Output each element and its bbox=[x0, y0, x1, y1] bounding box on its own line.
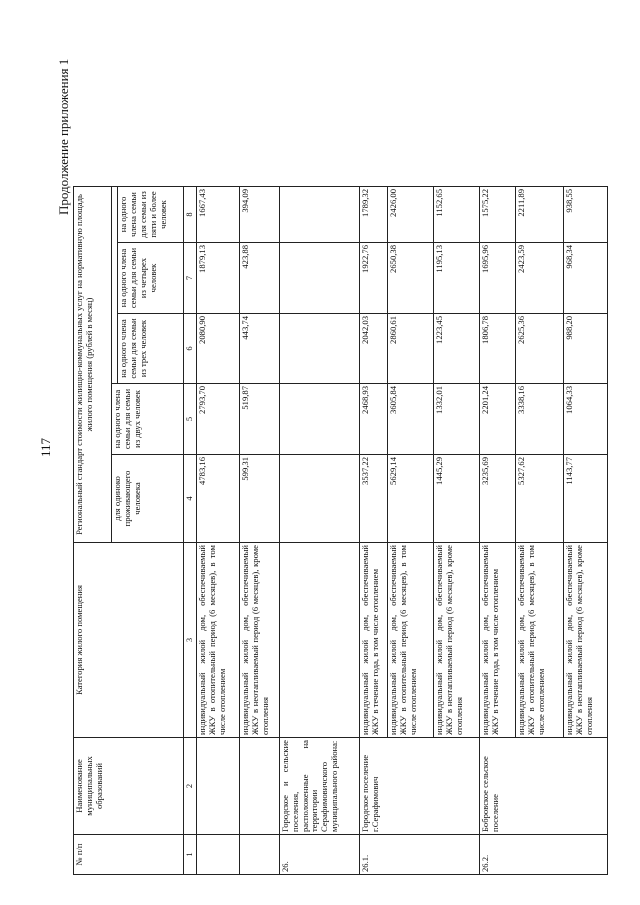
table-row bbox=[279, 187, 359, 875]
value-cell: 1789,32 bbox=[359, 187, 387, 243]
value-cell: 2650,38 bbox=[387, 243, 433, 314]
category-cell: индивидуальный жилой дом, обеспечиваемый ЖКУ в отопительный период (6 месяцев), в том числе отоплением bbox=[387, 543, 433, 738]
value-cell: 1667,43 bbox=[196, 187, 239, 243]
value-cell: 3235,69 bbox=[479, 455, 515, 543]
value-cell: 1695,96 bbox=[479, 243, 515, 314]
value-cell: 1064,33 bbox=[563, 384, 607, 455]
category-cell: индивидуальный жилой дом, обеспечиваемый ЖКУ в неотапливаемый период (6 месяцев), кроме отопления bbox=[563, 543, 607, 738]
col-number: 4 bbox=[184, 455, 197, 543]
category-cell: индивидуальный жилой дом, обеспечиваемый ЖКУ в течение года, в том числе отоплением bbox=[479, 543, 515, 738]
header-regional-standard: Региональный стандарт стоимости жилищно-коммунальных услуг на нормативную площадь жилого помещения (рублей в месяц) bbox=[74, 187, 112, 543]
value-cell: 968,34 bbox=[563, 243, 607, 314]
value-cell: 423,88 bbox=[239, 243, 279, 314]
value-cell: 2201,24 bbox=[479, 384, 515, 455]
value-cell: 1806,78 bbox=[479, 314, 515, 384]
value-cell: 1879,13 bbox=[196, 243, 239, 314]
header-family-2: на одного члена семьи для семьи из двух человек bbox=[112, 384, 184, 455]
appendix-title: Продолжение приложения 1 bbox=[56, 58, 71, 215]
col-number: 3 bbox=[184, 543, 197, 738]
header-family-3: на одного члена семьи для семьи из трех человек bbox=[118, 314, 184, 384]
value-cell: 938,55 bbox=[563, 187, 607, 243]
category-cell: индивидуальный жилой дом, обеспечиваемый ЖКУ в неотапливаемый период (6 месяцев), кроме отопления bbox=[433, 543, 479, 738]
table-row bbox=[479, 187, 515, 875]
value-cell: 2468,93 bbox=[359, 384, 387, 455]
value-cell: 5629,14 bbox=[387, 455, 433, 543]
page-number: 117 bbox=[38, 437, 53, 457]
value-cell: 2426,00 bbox=[387, 187, 433, 243]
municipality-name: Бобровское сельское поселение bbox=[479, 738, 607, 835]
value-cell: 3605,84 bbox=[387, 384, 433, 455]
category-cell: индивидуальный жилой дом, обеспечиваемый ЖКУ в течение года, в том числе отоплением bbox=[359, 543, 387, 738]
value-cell: 3537,22 bbox=[359, 455, 387, 543]
col-number: 5 bbox=[184, 384, 197, 455]
col-number: 7 bbox=[184, 243, 197, 314]
table-row bbox=[239, 187, 279, 875]
col-number: 1 bbox=[184, 835, 197, 875]
value-cell: 1223,45 bbox=[433, 314, 479, 384]
column-number-row bbox=[184, 187, 197, 875]
header-num: № п/п bbox=[74, 835, 184, 875]
header-family-5: на одного члена семьи для семьи из пяти и более человек bbox=[118, 187, 184, 243]
col-number: 2 bbox=[184, 738, 197, 835]
value-cell: 5327,62 bbox=[515, 455, 563, 543]
value-cell: 2042,03 bbox=[359, 314, 387, 384]
value-cell: 2793,70 bbox=[196, 384, 239, 455]
value-cell: 2625,36 bbox=[515, 314, 563, 384]
value-cell: 1152,65 bbox=[433, 187, 479, 243]
category-cell: индивидуальный жилой дом, обеспечиваемый ЖКУ в отопительный период (6 месяцев), в том числе отоплением bbox=[515, 543, 563, 738]
value-cell: 2080,90 bbox=[196, 314, 239, 384]
header-category: Категория жилого помещения bbox=[74, 543, 184, 738]
value-cell: 519,87 bbox=[239, 384, 279, 455]
value-cell: 599,31 bbox=[239, 455, 279, 543]
standards-table bbox=[73, 186, 608, 875]
municipality-name: Городское и сельские поселения, расположенные на территории Серафимовичского муниципального района: bbox=[279, 738, 359, 835]
value-cell: 4783,16 bbox=[196, 455, 239, 543]
value-cell: 1445,29 bbox=[433, 455, 479, 543]
value-cell: 3338,16 bbox=[515, 384, 563, 455]
col-number: 8 bbox=[184, 187, 197, 243]
table-row bbox=[196, 187, 239, 875]
header-family-4: на одного члена семьи для семьи из четырех человек bbox=[118, 243, 184, 314]
value-cell: 2211,89 bbox=[515, 187, 563, 243]
value-cell: 2860,61 bbox=[387, 314, 433, 384]
value-cell: 1332,01 bbox=[433, 384, 479, 455]
value-cell: 394,09 bbox=[239, 187, 279, 243]
value-cell: 2423,59 bbox=[515, 243, 563, 314]
col-number: 6 bbox=[184, 314, 197, 384]
table-row bbox=[359, 187, 387, 875]
row-number: 26.1. bbox=[359, 835, 479, 875]
value-cell: 1922,76 bbox=[359, 243, 387, 314]
value-cell: 1195,13 bbox=[433, 243, 479, 314]
row-number: 26.2. bbox=[479, 835, 607, 875]
header-single: для одиноко проживающего человека bbox=[112, 455, 184, 543]
value-cell: 1143,77 bbox=[563, 455, 607, 543]
category-cell: индивидуальный жилой дом, обеспечиваемый ЖКУ в неотапливаемый период (6 месяцев), кроме отопления bbox=[239, 543, 279, 738]
municipality-name: Городское поселение г.Серафимович bbox=[359, 738, 479, 835]
value-cell: 988,20 bbox=[563, 314, 607, 384]
header-name: Наименование муниципальных образований bbox=[74, 738, 184, 835]
row-number: 26. bbox=[279, 835, 359, 875]
value-cell: 1575,22 bbox=[479, 187, 515, 243]
category-cell: индивидуальный жилой дом, обеспечиваемый ЖКУ в отопительный период (6 месяцев), в том числе отоплением bbox=[196, 543, 239, 738]
value-cell: 443,74 bbox=[239, 314, 279, 384]
